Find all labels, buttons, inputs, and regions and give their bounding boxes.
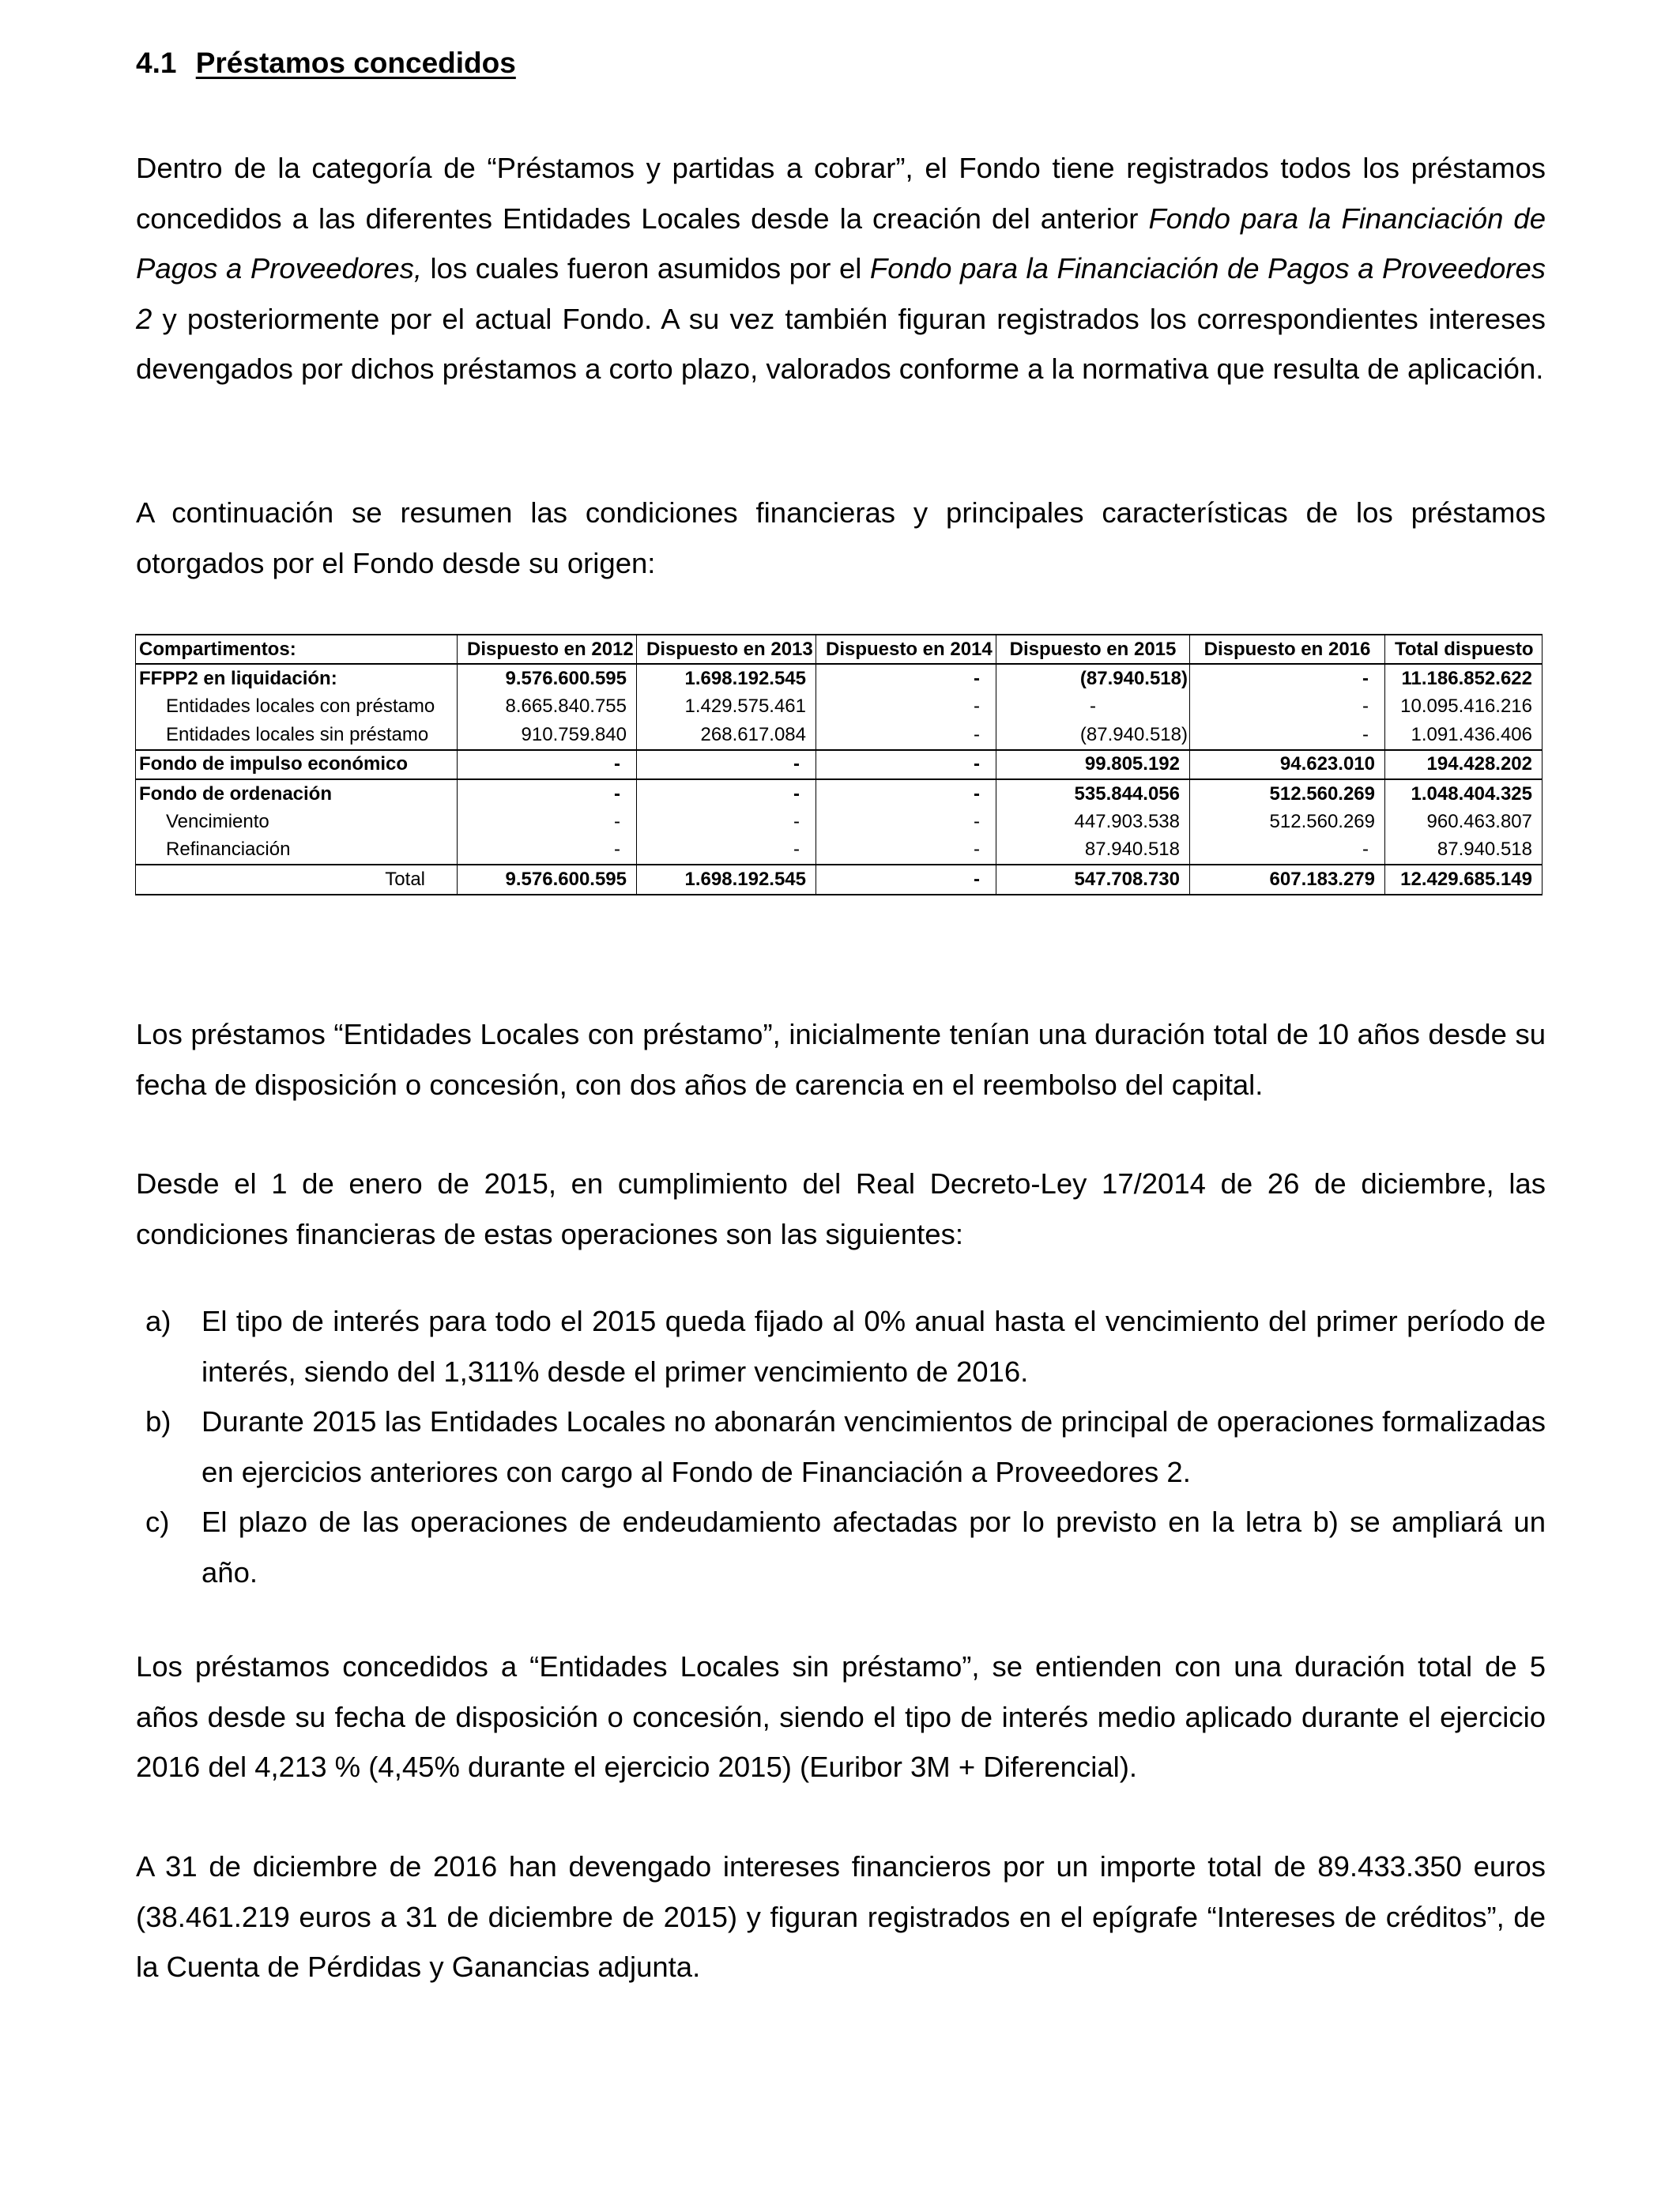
row-label: FFPP2 en liquidación: <box>136 664 458 692</box>
section-number: 4.1 <box>136 47 177 79</box>
table-cell: 1.698.192.545 <box>637 865 816 894</box>
header-cell: Dispuesto en 2014 <box>816 635 996 664</box>
table-cell: 194.428.202 <box>1385 750 1543 779</box>
table-cell: 12.429.685.149 <box>1385 865 1543 894</box>
table-cell: - <box>458 779 637 808</box>
table-cell: - <box>458 750 637 779</box>
section-heading <box>136 41 516 85</box>
table-cell: 87.940.518 <box>996 836 1190 865</box>
interest-text: A 31 de diciembre de 2016 han devengado intereses financieros por un importe total de 89.433.350 euros (38.461.219 euros a 31 de diciembre de 2015) y figuran registrados en el epígrafe “Intereses de créditos”, de la Cuenta de Pérdidas y Ganancias adjunta. <box>136 1850 1546 1983</box>
table-cell: - <box>1190 664 1385 692</box>
table-cell: 960.463.807 <box>1385 808 1543 835</box>
table-cell: - <box>996 693 1190 721</box>
table-row <box>136 750 1543 779</box>
table-cell: - <box>458 808 637 835</box>
intro-text-2: los cuales fueron asumidos por el <box>422 252 870 285</box>
list-item <box>136 1296 1546 1397</box>
table-cell: - <box>637 808 816 835</box>
table-row <box>136 836 1543 865</box>
table-cell: - <box>1190 693 1385 721</box>
conditions-list <box>136 1296 1546 1597</box>
row-label: Fondo de impulso económico <box>136 750 458 779</box>
table-cell: 87.940.518 <box>1385 836 1543 865</box>
duration-text: Los préstamos “Entidades Locales con préstamo”, inicialmente tenían una duración total de 10 años desde su fecha de disposición o concesión, con dos años de carencia en el reembolso del capital. <box>136 1018 1546 1101</box>
table-cell: - <box>1190 836 1385 865</box>
summary-text: A continuación se resumen las condiciones financieras y principales características de los préstamos otorgados por el Fondo desde su origen: <box>136 496 1546 579</box>
table-cell: 1.698.192.545 <box>637 664 816 692</box>
table-cell: - <box>816 836 996 865</box>
header-cell: Dispuesto en 2015 <box>996 635 1190 664</box>
sin-prestamo-text: Los préstamos concedidos a “Entidades Locales sin préstamo”, se entienden con una duración total de 5 años desde su fecha de disposición o concesión, siendo el tipo de interés medio aplicado durante el ejercicio 2016 del 4,213 % (4,45% durante el ejercicio 2015) (Euribor 3M + Diferencial). <box>136 1650 1546 1783</box>
row-label: Fondo de ordenación <box>136 779 458 808</box>
header-cell: Dispuesto en 2012 <box>458 635 637 664</box>
table-cell: 512.560.269 <box>1190 779 1385 808</box>
table-cell: 547.708.730 <box>996 865 1190 894</box>
table-cell: 9.576.600.595 <box>458 865 637 894</box>
interest-paragraph <box>136 1842 1546 1992</box>
row-label: Entidades locales con préstamo <box>136 693 458 721</box>
table-cell: 11.186.852.622 <box>1385 664 1543 692</box>
table-cell: (87.940.518) <box>996 664 1190 692</box>
intro-italic-2: Fondo para la Financiación de Pagos a Proveedores 2 <box>136 252 1546 335</box>
decree-paragraph <box>136 1159 1546 1259</box>
table-cell: 10.095.416.216 <box>1385 693 1543 721</box>
table-cell: - <box>637 836 816 865</box>
table-cell: - <box>458 836 637 865</box>
table-cell: - <box>637 750 816 779</box>
table-cell: 535.844.056 <box>996 779 1190 808</box>
list-item-text: El plazo de las operaciones de endeudamiento afectadas por lo previsto en la letra b) se ampliará un año. <box>202 1506 1546 1589</box>
section-title: Préstamos concedidos <box>195 47 516 79</box>
intro-italic-1: Fondo para la Financiación de Pagos a Proveedores, <box>136 202 1546 285</box>
table-row <box>136 721 1543 749</box>
table-cell: - <box>816 721 996 749</box>
table-cell: - <box>816 750 996 779</box>
table-cell: 94.623.010 <box>1190 750 1385 779</box>
table-cell: 512.560.269 <box>1190 808 1385 835</box>
table-row <box>136 664 1543 692</box>
loans-table <box>135 634 1543 895</box>
total-label: Total <box>136 865 458 894</box>
duration-paragraph <box>136 1009 1546 1110</box>
row-label: Refinanciación <box>136 836 458 865</box>
table-cell: - <box>816 779 996 808</box>
table-total-row <box>136 865 1543 894</box>
table-cell: 9.576.600.595 <box>458 664 637 692</box>
header-cell: Dispuesto en 2016 <box>1190 635 1385 664</box>
list-item-text: El tipo de interés para todo el 2015 queda fijado al 0% anual hasta el vencimiento del primer período de interés, siendo del 1,311% desde el primer vencimiento de 2016. <box>202 1305 1546 1388</box>
intro-text-1: Dentro de la categoría de “Préstamos y partidas a cobrar”, el Fondo tiene registrados todos los préstamos concedidos a las diferentes Entidades Locales desde la creación del anterior <box>136 152 1546 235</box>
header-cell: Compartimentos: <box>136 635 458 664</box>
row-label: Entidades locales sin préstamo <box>136 721 458 749</box>
summary-paragraph <box>136 488 1546 588</box>
list-item-text: Durante 2015 las Entidades Locales no abonarán vencimientos de principal de operaciones formalizadas en ejercicios anteriores con cargo al Fondo de Financiación a Proveedores 2. <box>202 1405 1546 1488</box>
table-header-row <box>136 635 1543 664</box>
row-label: Vencimiento <box>136 808 458 835</box>
list-marker: c) <box>145 1506 170 1538</box>
list-item <box>136 1497 1546 1597</box>
table-cell: - <box>816 664 996 692</box>
list-marker: a) <box>145 1305 171 1337</box>
table-cell: (87.940.518) <box>996 721 1190 749</box>
list-marker: b) <box>145 1405 171 1438</box>
table-cell: - <box>637 779 816 808</box>
header-cell: Total dispuesto <box>1385 635 1543 664</box>
table-cell: 99.805.192 <box>996 750 1190 779</box>
table-row <box>136 693 1543 721</box>
loans-table-container <box>135 634 1542 895</box>
list-item <box>136 1397 1546 1497</box>
table-cell: 1.091.436.406 <box>1385 721 1543 749</box>
table-cell: 607.183.279 <box>1190 865 1385 894</box>
table-cell: 1.048.404.325 <box>1385 779 1543 808</box>
intro-text-3: y posteriormente por el actual Fondo. A su vez también figuran registrados los correspondientes intereses devengados por dichos préstamos a corto plazo, valorados conforme a la normativa que resulta de aplicación. <box>136 302 1546 385</box>
table-cell: 8.665.840.755 <box>458 693 637 721</box>
table-cell: - <box>816 808 996 835</box>
table-cell: - <box>816 693 996 721</box>
table-row <box>136 779 1543 808</box>
table-cell: - <box>1190 721 1385 749</box>
sin-prestamo-paragraph <box>136 1642 1546 1793</box>
table-cell: - <box>816 865 996 894</box>
table-cell: 447.903.538 <box>996 808 1190 835</box>
table-cell: 1.429.575.461 <box>637 693 816 721</box>
decree-text: Desde el 1 de enero de 2015, en cumplimiento del Real Decreto-Ley 17/2014 de 26 de diciembre, las condiciones financieras de estas operaciones son las siguientes: <box>136 1167 1546 1250</box>
table-cell: 910.759.840 <box>458 721 637 749</box>
table-cell: 268.617.084 <box>637 721 816 749</box>
intro-paragraph <box>136 143 1546 394</box>
table-row <box>136 808 1543 835</box>
header-cell: Dispuesto en 2013 <box>637 635 816 664</box>
